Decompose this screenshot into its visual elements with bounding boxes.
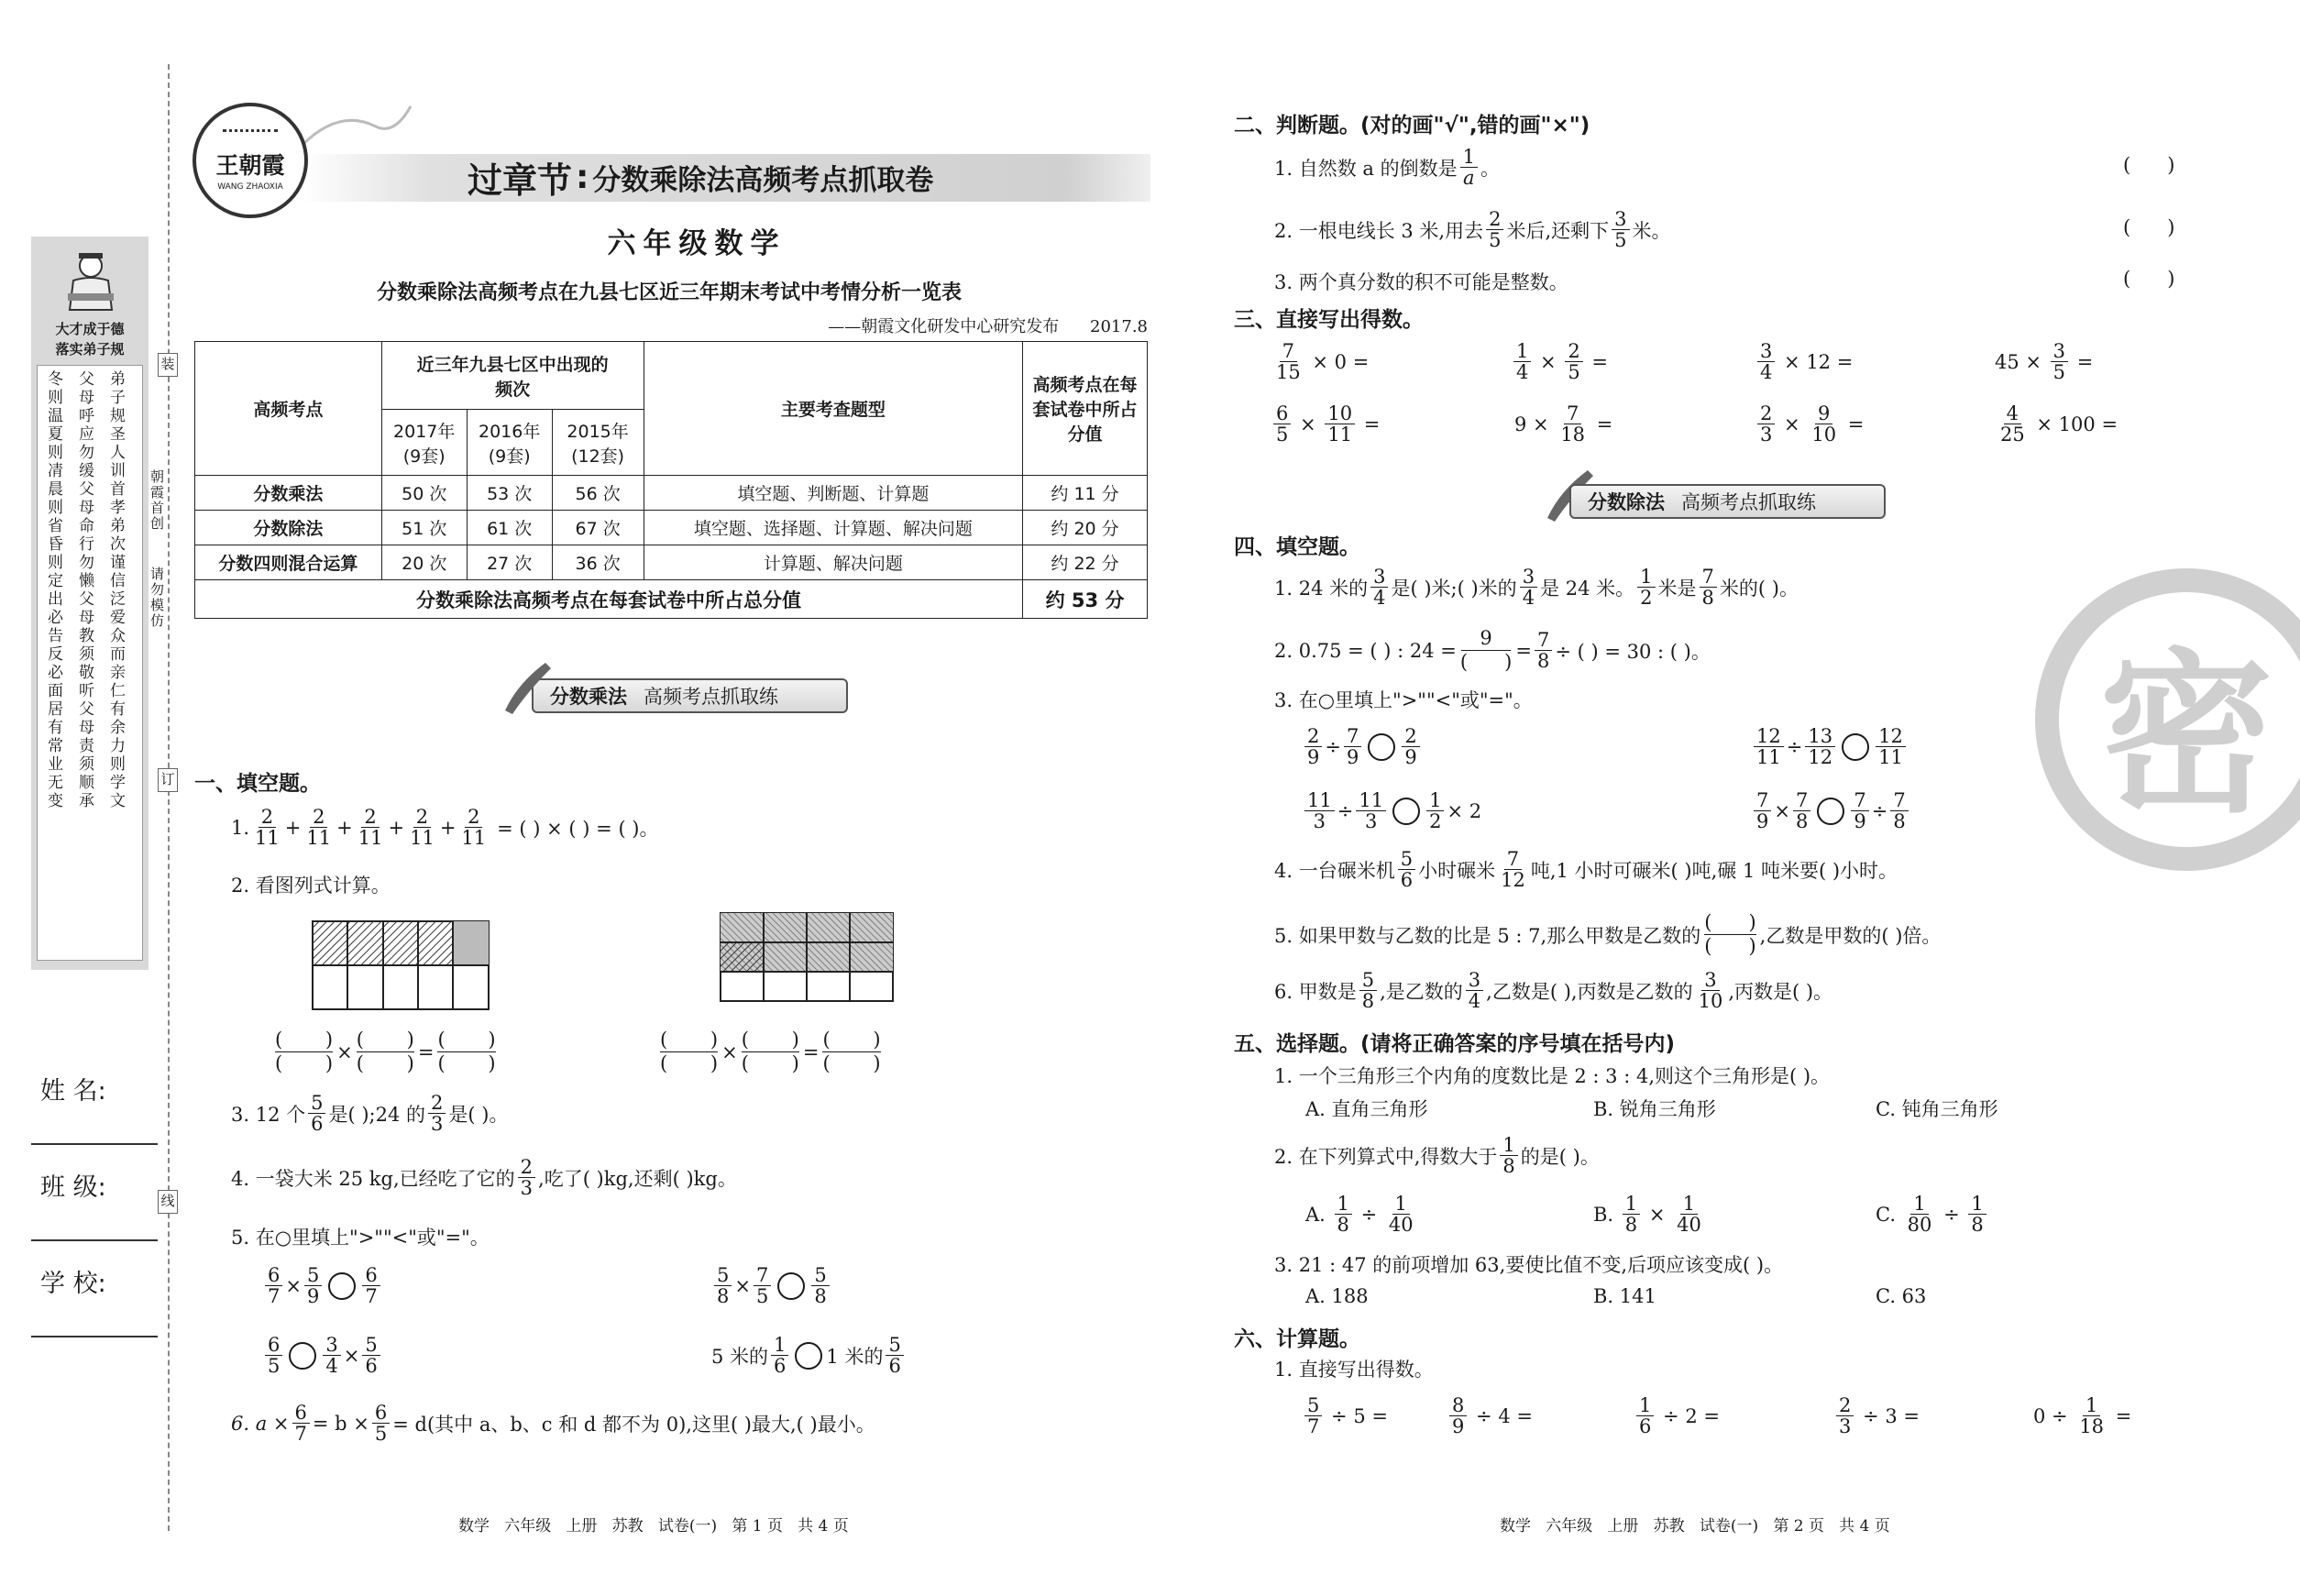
compare-circle[interactable]: [1817, 798, 1844, 825]
motto-line-1: 大才成于德: [55, 321, 125, 337]
row-2017: 20 次: [381, 545, 467, 580]
name-label: 姓 名:: [40, 1077, 106, 1106]
original-note-1: 朝霞首创: [150, 468, 165, 532]
stamp-text: 密: [2098, 633, 2273, 836]
calc-3-6: 9 × $\frac{7}{18}$ =: [1514, 402, 1613, 446]
title-main: 过章节: [468, 160, 573, 201]
school-label: 学 校:: [40, 1270, 106, 1298]
th-freq: 近三年九县七区中出现的频次: [381, 342, 644, 410]
cut-mark-1: 装: [158, 353, 178, 377]
q5-compare-d: 5 米的 $\frac{1}{6}$ 1 米的 $\frac{5}{6}$: [711, 1335, 907, 1376]
calc-6-2: $\frac{8}{9}$ ÷ 4 =: [1447, 1395, 1533, 1436]
compare-circle[interactable]: [795, 1342, 822, 1370]
watermark-stamp: [2035, 568, 2300, 871]
title-sub: 分数乘除法高频考点抓取卷: [592, 163, 934, 197]
fill-4: 4. 一台碾米机 $\frac{5}{6}$ 小时碾米 $\frac{7}{12}$ 吨,1 小时可碾米( )吨,碾 1 吨米要( )小时。: [1274, 848, 1898, 892]
cut-mark-3: 线: [158, 1190, 178, 1214]
judge-3: 3. 两个真分数的积不可能是整数。: [1274, 271, 1568, 293]
calc-3-8: $\frac{4}{25}$ × 100 =: [2000, 402, 2118, 446]
judge-1-paren[interactable]: ( ): [2123, 154, 2175, 176]
table-source-text: ——朝霞文化研发中心研究发布: [828, 317, 1060, 336]
compare-circle[interactable]: [1392, 798, 1420, 825]
original-note-2: 请勿模仿: [150, 566, 165, 629]
calc-3-7: $\frac{2}{3}$ × $\frac{9}{10}$ =: [1755, 403, 1864, 445]
th-2016: 2016年(9套): [467, 410, 552, 476]
side-verse-panel: [31, 237, 149, 970]
section-1-heading: 一、填空题。: [194, 772, 321, 796]
th-2017: 2017年(9套): [381, 410, 467, 476]
banner-div-bold: 分数除法: [1588, 491, 1665, 513]
row-score: 约 22 分: [1023, 545, 1148, 580]
calc-3-2: $\frac{1}{4}$ × $\frac{2}{5}$ =: [1511, 341, 1608, 382]
choice-3-opt-b[interactable]: B. 141: [1593, 1285, 1656, 1307]
choice-1-opt-b[interactable]: B. 锐角三角形: [1593, 1098, 1716, 1120]
calc-6-text: 1. 直接写出得数。: [1274, 1359, 1434, 1381]
motto-line-2: 落实弟子规: [55, 341, 125, 358]
fill-2: 2. 0.75 = ( ) : 24 = 9 ( ) = $\frac{7}{8}$ ÷ ( ) = 30 : ( )。: [1274, 627, 1711, 674]
q1-fraction-sum: 1. $\frac{2}{11}$ + $\frac{2}{11}$ + $\frac{2}{11}$ + $\frac{2}{11}$ + $\frac{2}{11}$ = ( ) × ( ) = ( )。: [231, 806, 659, 850]
row-2016: 27 次: [467, 545, 552, 580]
table-row: [195, 476, 1148, 511]
row-2015: 36 次: [552, 545, 644, 580]
row-2017: 51 次: [381, 511, 467, 545]
banner-multiplication: [532, 678, 848, 713]
calc-6-3: $\frac{1}{6}$ ÷ 2 =: [1634, 1395, 1720, 1436]
q2-answer-line-2: ( ) ( ) × ( ) ( ) = ( ) ( ): [660, 1029, 881, 1075]
choice-3: 3. 21 : 47 的前项增加 63,要使比值不变,后项应该变成( )。: [1274, 1254, 1784, 1276]
q5-compare-a: $\frac{6}{7}$ × $\frac{5}{9}$ $\frac{6}{7}$: [262, 1265, 383, 1306]
fraction: $\frac{2}{11}$: [461, 806, 487, 850]
row-types: 填空题、判断题、计算题: [644, 476, 1023, 511]
fraction: $\frac{2}{11}$: [358, 806, 383, 850]
brush-icon: [500, 655, 555, 716]
compare-circle[interactable]: [1368, 733, 1395, 761]
q6: 6. a × $\frac{6}{7}$ = b × $\frac{6}{5}$ = d(其中 a、b、c 和 d 都不为 0),这里( )最大,( )最小。: [231, 1402, 875, 1446]
fill-3-compare-b: $\frac{12}{11}$ ÷ $\frac{13}{12}$ $\frac{12}{11}$: [1751, 726, 1909, 767]
row-2016: 61 次: [467, 511, 552, 545]
class-label: 班 级:: [40, 1173, 106, 1202]
judge-2-paren[interactable]: ( ): [2123, 216, 2175, 238]
row-score: 约 11 分: [1023, 476, 1148, 511]
section-2-heading: 二、判断题。(对的画"√",错的画"×"): [1234, 114, 1590, 138]
fill-3-compare-a: $\frac{2}{9}$ ÷ $\frac{7}{9}$ $\frac{2}{9}$: [1302, 726, 1423, 767]
verse-column-3: 冬则温夏则凊晨则省昏则定出必告反必面居有常业无变: [48, 370, 63, 810]
verse-column-1: 弟子规圣人训首孝弟次谨信泛爱众而亲仁有余力则学文: [110, 370, 126, 810]
calc-3-3: $\frac{3}{4}$ × 12 =: [1755, 341, 1853, 382]
name-blank[interactable]: [31, 1143, 158, 1145]
q5-compare-c: $\frac{6}{5}$ $\frac{3}{4}$ × $\frac{5}{6}$: [262, 1335, 383, 1376]
choice-2-opt-c[interactable]: C. $\frac{1}{80}$ ÷ $\frac{1}{8}$: [1876, 1194, 1989, 1235]
compare-circle[interactable]: [777, 1272, 805, 1300]
compare-circle[interactable]: [289, 1342, 316, 1370]
row-2015: 56 次: [552, 476, 644, 511]
cut-mark-2: 订: [158, 768, 178, 792]
row-topic: 分数乘法: [195, 476, 382, 511]
compare-circle[interactable]: [1842, 733, 1869, 761]
fraction-diagram-2: [720, 912, 894, 1004]
row-2015: 67 次: [552, 511, 644, 545]
title-colon: :: [576, 158, 589, 196]
logo-crown-icon: [223, 129, 278, 142]
choice-2-opt-a[interactable]: A. $\frac{1}{8}$ ÷ $\frac{1}{40}$: [1305, 1193, 1414, 1237]
fraction: $\frac{2}{11}$: [410, 806, 435, 850]
class-blank[interactable]: [31, 1239, 158, 1241]
banner-mul-bold: 分数乘法: [550, 686, 627, 708]
footer-right: 数学 六年级 上册 苏教 试卷(一) 第 2 页 共 4 页: [1500, 1517, 1890, 1535]
q3: 3. 12 个 $\frac{5}{6}$ 是( );24 的 $\frac{2}{3}$ 是( )。: [231, 1092, 509, 1136]
table-source: [752, 314, 1148, 337]
fraction-diagram-1: [312, 920, 490, 1012]
section-4-heading: 四、填空题。: [1234, 535, 1360, 559]
q2-answer-line-1: ( ) ( ) × ( ) ( ) = ( ) ( ): [275, 1029, 496, 1075]
table-row: [195, 545, 1148, 580]
calc-6-5: 0 ÷ $\frac{1}{18}$ =: [2033, 1394, 2132, 1438]
school-blank[interactable]: [31, 1336, 158, 1337]
fill-3: 3. 在○里填上">""<"或"="。: [1274, 689, 1533, 711]
banner-div-rest: 高频考点抓取练: [1681, 491, 1816, 513]
compare-circle[interactable]: [328, 1272, 356, 1300]
th-2015: 2015年(12套): [552, 410, 644, 476]
judge-1: 1. 自然数 a 的倒数是 $\frac{1}{a}$ 。: [1274, 146, 1500, 190]
choice-3-opt-a[interactable]: A. 188: [1305, 1285, 1369, 1307]
logo-text-en: WANG ZHAOXIA: [217, 182, 283, 192]
total-value: 约 53 分: [1023, 580, 1148, 619]
row-topic: 分数四则混合运算: [195, 545, 382, 580]
section-6-heading: 六、计算题。: [1234, 1327, 1360, 1351]
choice-1: 1. 一个三角形三个内角的度数比是 2 : 3 : 4,则这个三角形是( )。: [1274, 1065, 1831, 1087]
calc-3-5: $\frac{6}{5}$ × $\frac{10}{11}$ =: [1271, 403, 1380, 445]
logo-text: 王朝霞: [215, 152, 285, 179]
fill-6: 6. 甲数是 $\frac{5}{8}$ ,是乙数的 $\frac{3}{4}$ ,乙数是( ),丙数是乙数的 $\frac{3}{10}$ ,丙数是( )。: [1274, 969, 1833, 1013]
banner-mul-rest: 高频考点抓取练: [644, 686, 778, 708]
judge-2: 2. 一根电线长 3 米,用去 $\frac{2}{5}$ 米后,还剩下 $\frac{3}{5}$ 米。: [1274, 208, 1671, 252]
fill-5: 5. 如果甲数与乙数的比是 5 : 7,那么甲数是乙数的 ( ) ( ) ,乙数是甲数的( )倍。: [1274, 911, 1942, 958]
stats-table: [194, 341, 1148, 619]
choice-2: 2. 在下列算式中,得数大于 $\frac{1}{8}$ 的是( )。: [1274, 1134, 1600, 1178]
q4: 4. 一袋大米 25 kg,已经吃了它的 $\frac{2}{3}$ ,吃了( )kg,还剩( )kg。: [231, 1156, 737, 1200]
calc-6-4: $\frac{2}{3}$ ÷ 3 =: [1833, 1395, 1920, 1436]
th-score: 高频考点在每套试卷中所占分值: [1023, 342, 1148, 476]
calc-6-1: $\frac{5}{7}$ ÷ 5 =: [1302, 1395, 1388, 1436]
row-types: 填空题、选择题、计算题、解决问题: [644, 511, 1023, 545]
row-topic: 分数除法: [195, 511, 382, 545]
logo-badge: [193, 103, 308, 218]
scholar-figure-illustration: [64, 249, 117, 314]
fraction: $\frac{2}{11}$: [255, 806, 280, 850]
q2-text: 2. 看图列式计算。: [231, 875, 391, 897]
th-topic: 高频考点: [195, 342, 382, 476]
q5-compare-b: $\frac{5}{8}$ × $\frac{7}{5}$ $\frac{5}{8}$: [711, 1265, 832, 1306]
row-types: 计算题、解决问题: [644, 545, 1023, 580]
banner-division: [1569, 484, 1886, 519]
table-row: [195, 511, 1148, 545]
total-label: 分数乘除法高频考点在每套试卷中所占总分值: [195, 580, 1023, 619]
q1-tail: = ( ) × ( ) = ( )。: [497, 817, 659, 840]
fill-3-compare-c: $\frac{11}{3}$ ÷ $\frac{11}{3}$ $\frac{1}{2}$ × 2: [1302, 790, 1481, 831]
row-score: 约 20 分: [1023, 511, 1148, 545]
choice-2-opt-b[interactable]: B. $\frac{1}{8}$ × $\frac{1}{40}$: [1593, 1193, 1701, 1237]
choice-3-opt-c[interactable]: C. 63: [1876, 1285, 1927, 1307]
table-caption: 分数乘除法高频考点在九县七区近三年期末考试中考情分析一览表: [376, 281, 962, 304]
section-3-heading: 三、直接写出得数。: [1234, 308, 1424, 332]
calc-3-1: $\frac{7}{15}$ × 0 =: [1276, 340, 1370, 384]
choice-1-opt-a[interactable]: A. 直角三角形: [1305, 1098, 1428, 1120]
calc-3-4: 45 × $\frac{3}{5}$ =: [1995, 340, 2094, 384]
fill-3-compare-d: $\frac{7}{9}$ × $\frac{7}{8}$ $\frac{7}{9}$ ÷ $\frac{7}{8}$: [1751, 790, 1911, 831]
fraction: $\frac{2}{11}$: [306, 806, 332, 850]
table-source-date: 2017.8: [1090, 317, 1148, 336]
binding-dashed-line: [168, 64, 170, 1531]
grade-subject: 六年级数学: [607, 227, 787, 260]
choice-1-opt-c[interactable]: C. 钝角三角形: [1876, 1098, 1998, 1120]
judge-3-paren[interactable]: ( ): [2123, 268, 2175, 290]
th-types: 主要考查题型: [644, 342, 1023, 476]
footer-left: 数学 六年级 上册 苏教 试卷(一) 第 1 页 共 4 页: [458, 1517, 849, 1535]
row-2017: 50 次: [381, 476, 467, 511]
verse-column-2: 父母呼应勿缓父母命行勿懒父母教须敬听父母责须顺承: [79, 370, 94, 810]
ribbon-decoration: [303, 99, 413, 154]
row-2016: 53 次: [467, 476, 552, 511]
section-5-heading: 五、选择题。(请将正确答案的序号填在括号内): [1234, 1032, 1676, 1056]
q5-text: 5. 在○里填上">""<"或"="。: [231, 1227, 490, 1249]
fill-1: 1. 24 米的 $\frac{3}{4}$ 是( )米;( )米的 $\frac{3}{4}$ 是 24 米。 $\frac{1}{2}$ 米是 $\frac{7}{8}$ 米的( )。: [1274, 566, 1799, 610]
page-title: [468, 154, 933, 200]
